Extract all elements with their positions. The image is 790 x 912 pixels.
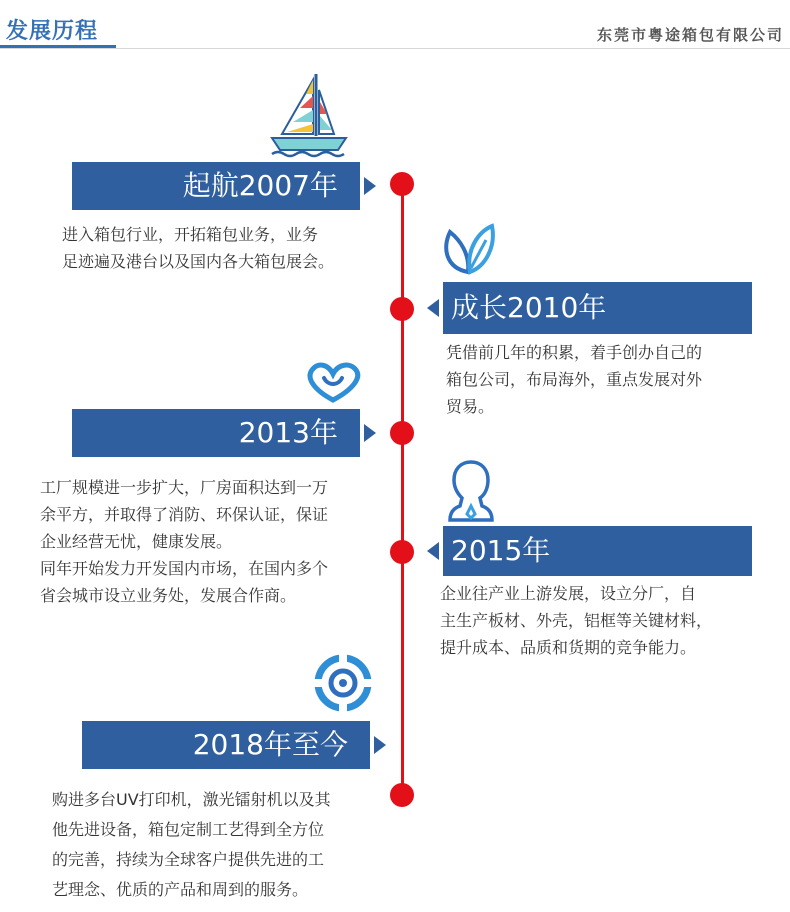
heart-icon [304,360,362,404]
milestone-title: 2015年 [451,534,551,567]
description-line: 余平方，并取得了消防、环保认证，保证 [40,505,329,524]
description-line: 同年开始发力开发国内市场，在国内多个 [40,559,329,578]
description-line: 的完善，持续为全球客户提供先进的工 [52,850,325,869]
milestone-title: 起航2007年 [182,169,338,202]
page-header [0,0,790,50]
milestone-2007-banner [72,162,360,210]
milestone-title: 成长2010年 [451,291,607,324]
description-line: 进入箱包行业，开拓箱包业务，业务 [62,225,319,244]
sailboat-icon [268,72,350,158]
banner-pointer [427,542,439,560]
timeline-dot [390,172,414,196]
person-icon [446,458,496,524]
description-line: 购进多台UV打印机，激光镭射机以及其 [52,790,331,809]
milestone-2015-banner [443,526,752,576]
milestone-2018-banner [82,721,370,769]
timeline-dot [390,540,414,564]
description-line: 主生产板材、外壳，铝框等关键材料， [440,611,713,630]
target-icon [312,652,374,714]
description-line: 凭借前几年的积累，着手创办自己的 [446,343,703,362]
banner-pointer [427,299,439,317]
milestone-2018-description [52,785,392,905]
milestone-2015-description [440,580,770,661]
description-line: 艺理念、优质的产品和周到的服务。 [52,880,309,899]
timeline-dot [390,297,414,321]
timeline-dot [390,421,414,445]
description-line: 企业经营无忧，健康发展。 [40,532,233,551]
milestone-2010-description [446,339,766,420]
milestone-title: 2018年至今 [192,728,348,761]
milestone-2013-description [40,474,385,609]
banner-pointer [364,177,376,195]
milestone-2013-banner [72,409,360,457]
description-line: 贸易。 [446,397,495,416]
company-name: 东莞市粤途箱包有限公司 [596,26,784,44]
timeline-line [401,183,404,795]
leaf-icon [440,222,498,278]
timeline-dot [390,783,414,807]
milestone-2007-description [62,221,382,275]
description-line: 提升成本、品质和货期的竞争能力。 [440,638,697,657]
description-line: 足迹遍及港台以及国内各大箱包展会。 [62,252,335,271]
description-line: 工厂规模进一步扩大，厂房面积达到一万 [40,478,329,497]
header-divider [0,48,790,49]
banner-pointer [374,736,386,754]
page-title: 发展历程 [6,19,99,44]
description-line: 箱包公司，布局海外，重点发展对外 [446,370,703,389]
milestone-title: 2013年 [238,416,338,449]
description-line: 他先进设备，箱包定制工艺得到全方位 [52,820,325,839]
description-line: 企业往产业上游发展，设立分厂，自 [440,584,697,603]
description-line: 省会城市设立业务处，发展合作商。 [40,586,297,605]
banner-pointer [364,424,376,442]
milestone-2010-banner [443,282,752,334]
